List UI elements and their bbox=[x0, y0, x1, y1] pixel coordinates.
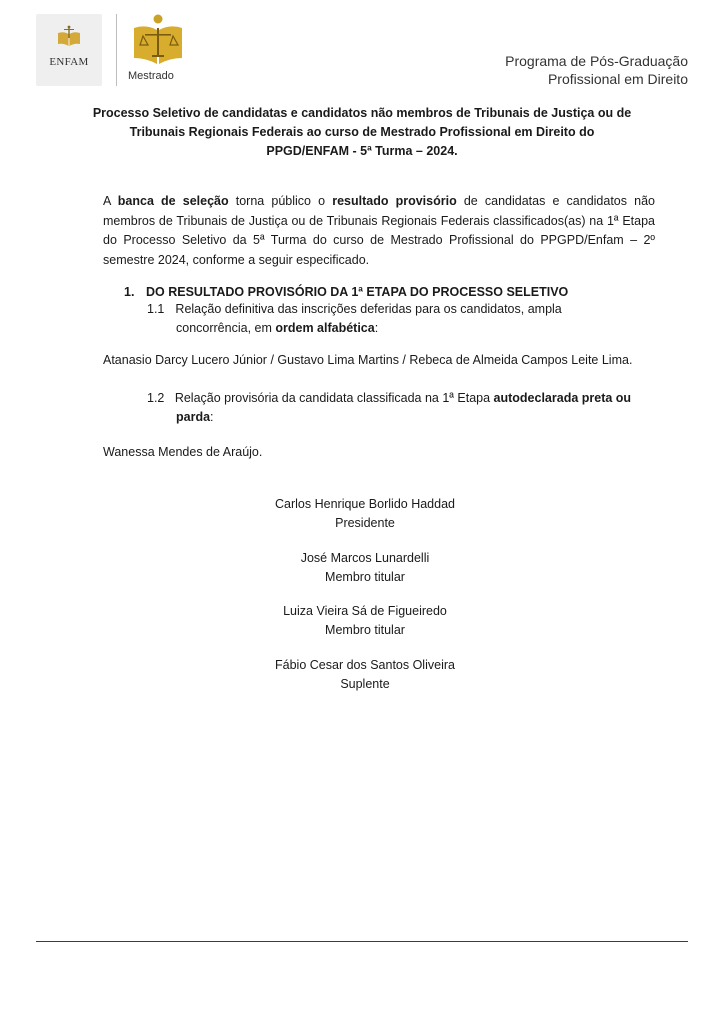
signatory-name: Carlos Henrique Borlido Haddad bbox=[275, 497, 455, 511]
intro-paragraph bbox=[103, 192, 655, 270]
program-name bbox=[505, 52, 688, 88]
signatory-role: Membro titular bbox=[325, 569, 405, 584]
section-1-heading bbox=[124, 283, 568, 301]
subsection-number: 1.1 bbox=[147, 302, 165, 316]
footer-divider bbox=[36, 941, 688, 942]
enfam-logo bbox=[36, 14, 102, 86]
mestrado-logo-text: Mestrado bbox=[128, 70, 174, 82]
intro-bold-resultado: resultado provisório bbox=[332, 194, 457, 208]
section-title: DO RESULTADO PROVISÓRIO DA 1ª ETAPA DO PROCESSO SELETIVO bbox=[146, 285, 569, 299]
bold-parda: parda bbox=[176, 410, 211, 424]
header-divider bbox=[116, 14, 117, 86]
subsection-1-1 bbox=[147, 300, 655, 338]
signatory-role: Presidente bbox=[335, 515, 395, 530]
subsection-1-1-line-2: concorrência, em bbox=[176, 321, 276, 335]
signatory-role: Membro titular bbox=[325, 622, 405, 637]
book-scales-icon bbox=[55, 24, 83, 52]
signatory-name: José Marcos Lunardelli bbox=[300, 551, 430, 565]
signatory-role: Suplente bbox=[340, 676, 390, 691]
subsection-number: 1.2 bbox=[147, 391, 165, 405]
program-line-2: Profissional em Direito bbox=[547, 71, 688, 87]
signature-block bbox=[230, 656, 500, 693]
title-line-2: Tribunais Regionais Federais ao curso de Mestrado Profissional em Direito do bbox=[129, 125, 595, 139]
bold-autodeclarada: autodeclarada preta ou bbox=[493, 391, 632, 405]
signatory-name: Luiza Vieira Sá de Figueiredo bbox=[283, 604, 447, 618]
subsection-1-1-line-1: Relação definitiva das inscrições deferidas para os candidatos, ampla bbox=[175, 302, 562, 316]
signature-block bbox=[230, 495, 500, 532]
title-line-3: PPGD/ENFAM - 5ª Turma – 2024. bbox=[266, 144, 458, 158]
title-line-1: Processo Seletivo de candidatas e candidatos não membros de Tribunais de Justiça ou de bbox=[92, 106, 632, 120]
section-number: 1. bbox=[124, 285, 135, 299]
candidate-list-cotas: Wanessa Mendes de Araújo. bbox=[103, 445, 263, 459]
signature-block bbox=[230, 549, 500, 586]
program-line-1: Programa de Pós-Graduação bbox=[505, 53, 688, 69]
intro-text-3: de candidatas e candidatos não membros de Tribunais de Justiça ou de Tribunais Regionais Federais classificados(as) na 1ª Etapa do Processo Seletivo da 5ª Turma do curso de Mestrado Profissional do PPGPD/Enfam – 2º semestre 2024, conforme a seguir especificado. bbox=[103, 194, 655, 267]
signatory-name: Fábio Cesar dos Santos Oliveira bbox=[275, 658, 455, 672]
mestrado-logo bbox=[128, 14, 194, 86]
colon: : bbox=[374, 321, 379, 335]
bold-ordem-alfabetica: ordem alfabética bbox=[275, 321, 375, 335]
candidate-list-ampla: Atanasio Darcy Lucero Júnior / Gustavo Lima Martins / Rebeca de Almeida Campos Leite Lima. bbox=[103, 353, 633, 367]
book-scales-icon bbox=[130, 14, 186, 68]
subsection-1-2-line-1: Relação provisória da candidata classificada na 1ª Etapa bbox=[174, 391, 494, 405]
intro-text-2: torna público o bbox=[228, 194, 333, 208]
signature-block bbox=[230, 602, 500, 639]
intro-text-1: A bbox=[103, 194, 118, 208]
subsection-1-2 bbox=[147, 389, 655, 427]
colon: : bbox=[210, 410, 214, 424]
enfam-logo-text: ENFAM bbox=[49, 56, 89, 68]
page-header bbox=[0, 0, 724, 100]
intro-bold-banca: banca de seleção bbox=[117, 194, 229, 208]
document-title bbox=[70, 104, 654, 161]
